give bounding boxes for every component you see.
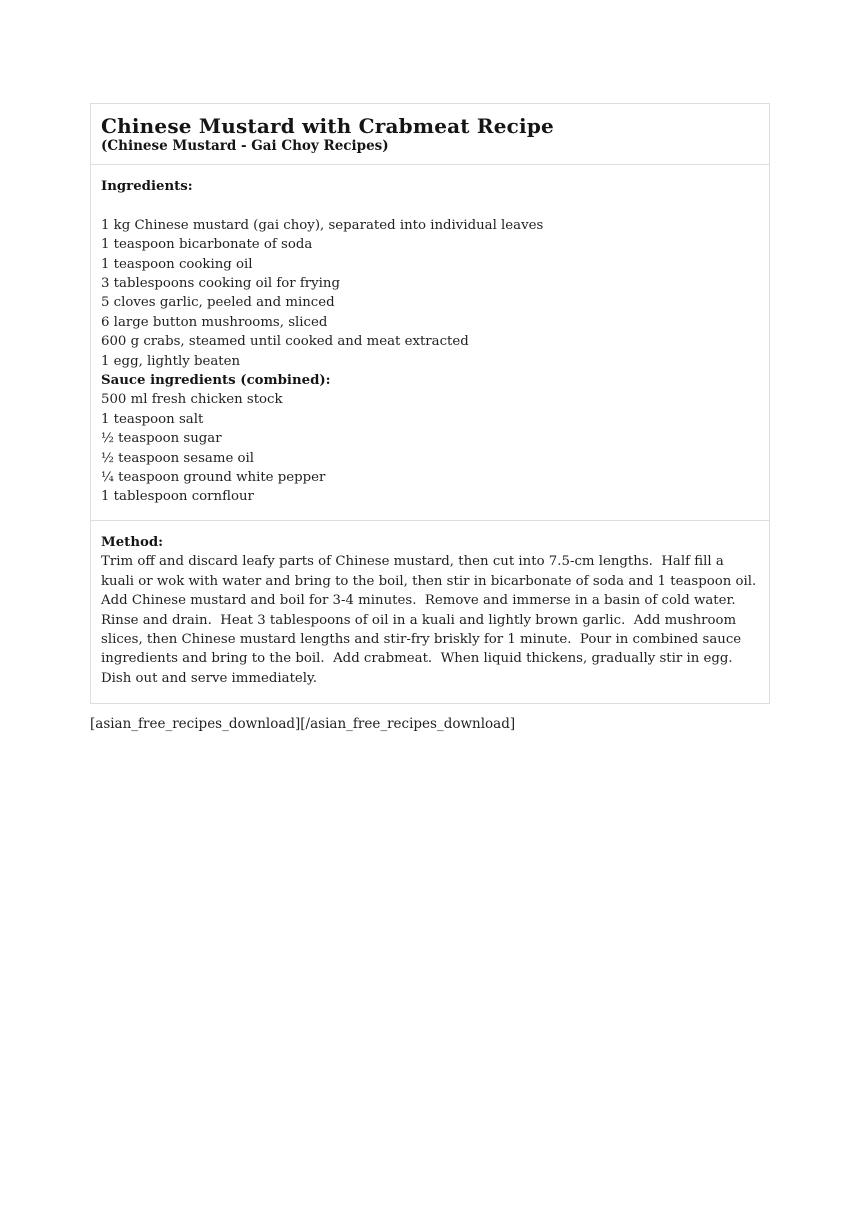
ingredient-line: 1 kg Chinese mustard (gai choy), separated into individual leaves <box>101 217 544 233</box>
ingredient-line: 1 teaspoon bicarbonate of soda <box>101 237 313 253</box>
sauce-ingredient-line: ½ teaspoon sesame oil <box>101 450 255 466</box>
method-section <box>91 520 769 703</box>
shortcode-text: [asian_free_recipes_download][/asian_free_recipes_download] <box>90 716 516 732</box>
method-text: Trim off and discard leafy parts of Chinese mustard, then cut into 7.5-cm lengths. Half fill a kuali or wok with water and bring to the boil, then stir in bicarbonate of soda and 1 teaspoon oil. Add Chinese mustard and boil for 3-4 minutes. Remove and immerse in a basin of cold water. Rinse and drain. Heat 3 tablespoons of oil in a kuali and lightly brown garlic. Add mushroom slices, then Chinese mustard lengths and stir-fry briskly for 1 minute. Pour in combined sauce ingredients and bring to the boil. Add crabmeat. When liquid thickens, gradually stir in egg. Dish out and serve immediately. <box>101 554 765 686</box>
sauce-ingredient-line: ¼ teaspoon ground white pepper <box>101 470 326 486</box>
sauce-ingredient-line: 1 tablespoon cornflour <box>101 489 254 505</box>
ingredient-line: 600 g crabs, steamed until cooked and meat extracted <box>101 334 469 350</box>
recipe-subtitle: (Chinese Mustard - Gai Choy Recipes) <box>101 138 389 154</box>
sauce-ingredient-line: ½ teaspoon sugar <box>101 431 222 447</box>
recipe-title: Chinese Mustard with Crabmeat Recipe <box>101 114 554 138</box>
sauce-ingredients-heading: Sauce ingredients (combined): <box>101 373 331 389</box>
sauce-ingredient-line: 1 teaspoon salt <box>101 411 204 427</box>
recipe-header <box>91 104 769 164</box>
ingredient-line: 6 large button mushrooms, sliced <box>101 314 328 330</box>
ingredient-line: 5 cloves garlic, peeled and minced <box>101 295 335 311</box>
ingredient-line: 1 teaspoon cooking oil <box>101 256 253 272</box>
ingredient-line: 1 egg, lightly beaten <box>101 353 241 369</box>
ingredients-section <box>91 164 769 520</box>
method-heading: Method: <box>101 534 164 550</box>
sauce-ingredient-line: 500 ml fresh chicken stock <box>101 392 283 408</box>
ingredients-heading: Ingredients: <box>101 179 193 194</box>
recipe-card <box>90 103 770 704</box>
ingredient-line: 3 tablespoons cooking oil for frying <box>101 276 340 292</box>
